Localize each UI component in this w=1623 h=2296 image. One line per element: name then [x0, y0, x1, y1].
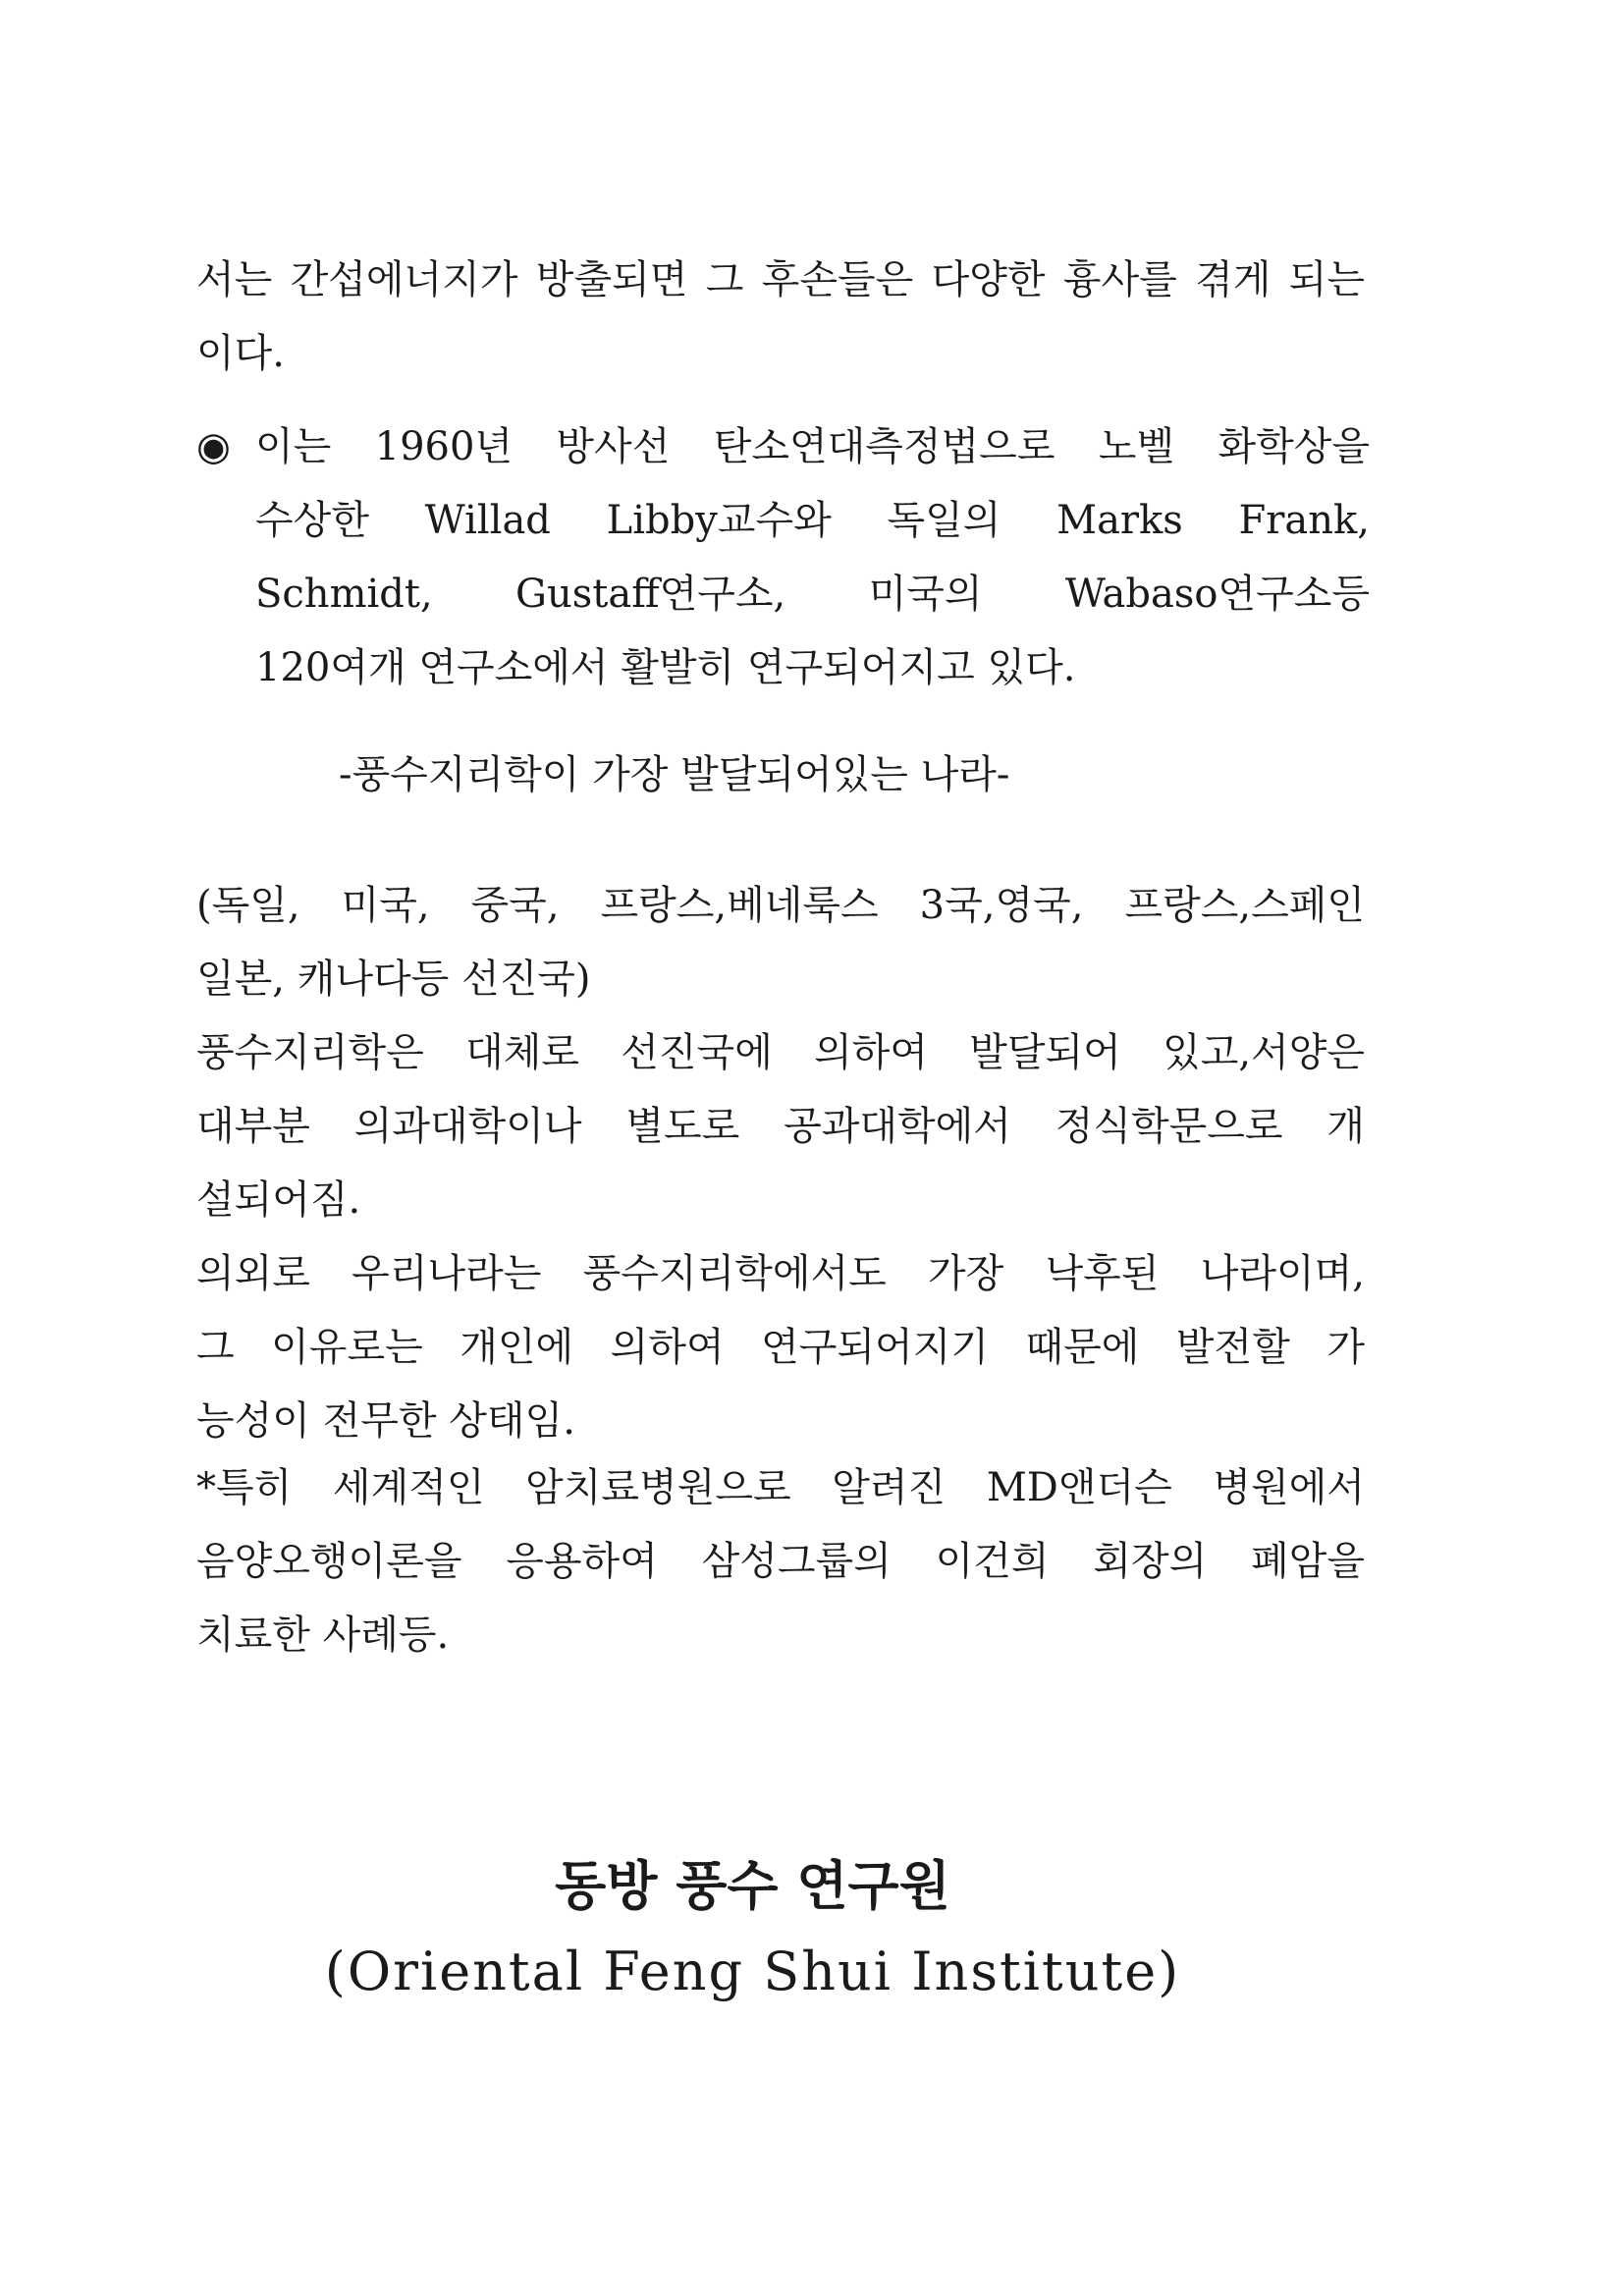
bullet-paragraph — [196, 410, 1370, 705]
special-line: *특히 세계적인 암치료병원으로 알려진 MD앤더슨 병원에서 — [196, 1465, 1365, 1510]
special-note-paragraph — [196, 1451, 1365, 1672]
bullet-first-row — [196, 410, 1370, 484]
countries-line: 그 이유로는 개인에 의하여 연구되어지기 때문에 발전할 가 — [196, 1325, 1365, 1370]
special-line: 치료한 사례등. — [196, 1613, 450, 1658]
bullet-line: 120여개 연구소에서 활발히 연구되어지고 있다. — [255, 645, 1076, 690]
bullet-line: 수상한 Willad Libby교수와 독일의 Marks Frank, — [255, 498, 1370, 543]
bullet-continuation — [196, 484, 1370, 705]
institute-name-english: (Oriental Feng Shui Institute) — [324, 1941, 1181, 2002]
countries-paragraph — [196, 869, 1365, 1458]
countries-line: (독일, 미국, 중국, 프랑스,베네룩스 3국,영국, 프랑스,스페인 — [196, 883, 1365, 928]
special-line: 음양오행이론을 응용하여 삼성그룹의 이건희 회장의 폐암을 — [196, 1539, 1365, 1584]
institute-name-korean: 동방 풍수 연구원 — [555, 1854, 950, 1917]
institute-signature — [0, 1846, 1623, 2011]
countries-line: 풍수지리학은 대체로 선진국에 의하여 발달되어 있고,서양은 — [196, 1030, 1365, 1075]
bullet-line: 이는 1960년 방사선 탄소연대측정법으로 노벨 화학상을 — [255, 424, 1370, 469]
countries-line: 능성이 전무한 상태임. — [196, 1398, 575, 1444]
countries-line: 설되어짐. — [196, 1177, 361, 1223]
countries-line: 대부분 의과대학이나 별도로 공과대학에서 정식학문으로 개 — [196, 1104, 1365, 1149]
countries-line: 일본, 캐나다등 선진국) — [196, 957, 591, 1002]
intro-paragraph — [196, 244, 1365, 391]
intro-line: 서는 간섭에너지가 방출되면 그 후손들은 다양한 흉사를 겪게 되는 — [196, 257, 1365, 302]
section-heading: -풍수지리학이 가장 발달되어있는 나라- — [339, 752, 1010, 797]
countries-line: 의외로 우리나라는 풍수지리학에서도 가장 낙후된 나라이며, — [196, 1251, 1365, 1296]
bullet-line: Schmidt, Gustaff연구소, 미국의 Wabaso연구소등 — [255, 572, 1370, 617]
bullet-circle-icon: ◉ — [196, 424, 231, 469]
intro-line: 이다. — [196, 331, 285, 376]
